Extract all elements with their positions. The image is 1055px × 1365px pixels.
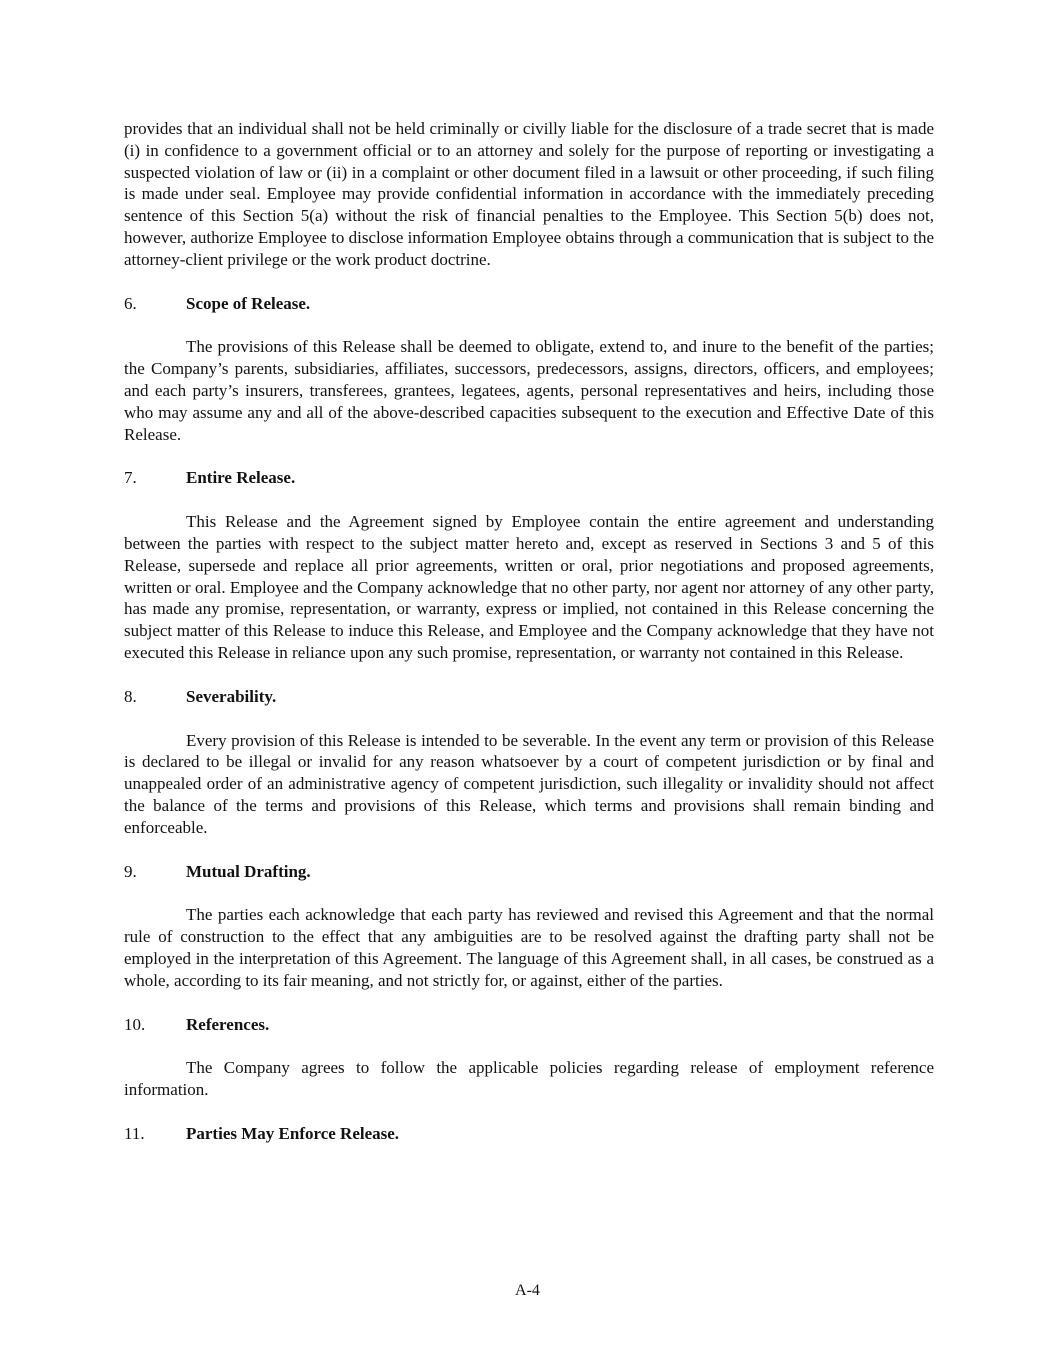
section-9-heading <box>124 861 934 883</box>
section-11-heading <box>124 1123 934 1145</box>
section-6-heading <box>124 293 934 315</box>
section-8-heading <box>124 686 934 708</box>
section-11-title: Parties May Enforce Release. <box>186 1123 400 1143</box>
document-body <box>124 118 934 1145</box>
section-10-title: References. <box>186 1014 270 1034</box>
section-6-number: 6. <box>124 293 137 313</box>
section-9-paragraph: The parties each acknowledge that each party has reviewed and revised this Agreement and that the normal rule of construction to the effect that any ambiguities are to be resolved against the drafting party shall not be employed in the interpretation of this Agreement. The language of this Agreement shall, in all cases, be construed as a whole, according to its fair meaning, and not strictly for, or against, either of the parties. <box>124 905 934 990</box>
section-8-number: 8. <box>124 686 137 706</box>
section-8-paragraph: Every provision of this Release is intended to be severable. In the event any term or provision of this Release is declared to be illegal or invalid for any reason whatsoever by a court of competent jurisdiction or by final and unappealed order of an administrative agency of competent jurisdiction, such illegality or invalidity should not affect the balance of the terms and provisions of this Release, which terms and provisions shall remain binding and enforceable. <box>124 730 934 837</box>
section-7-paragraph: This Release and the Agreement signed by Employee contain the entire agreement and understanding between the parties with respect to the subject matter hereto and, except as reserved in Sections 3 and 5 of this Release, supersede and replace all prior agreements, written or oral, prior negotiations and proposed agreements, written or oral. Employee and the Company acknowledge that no other party, nor agent nor attorney of any other party, has made any promise, representation, or warranty, express or implied, not contained in this Release concerning the subject matter of this Release to induce this Release, and Employee and the Company acknowledge that they have not executed this Release in reliance upon any such promise, representation, or warranty not contained in this Release. <box>124 512 934 662</box>
section-10-heading <box>124 1014 934 1036</box>
section-6-title: Scope of Release. <box>186 293 311 313</box>
section-7-heading <box>124 467 934 489</box>
section-7-number: 7. <box>124 468 137 488</box>
section-11-number: 11. <box>124 1123 145 1143</box>
section-8-title: Severability. <box>186 686 277 706</box>
section-6-paragraph: The provisions of this Release shall be deemed to obligate, extend to, and inure to the benefit of the parties; the Company’s parents, subsidiaries, affiliates, successors, predecessors, assigns, directors, officers, and employees; and each party’s insurers, transferees, grantees, legatees, agents, personal representatives and heirs, including those who may assume any and all of the above-described capacities subsequent to the execution and Effective Date of this Release. <box>124 337 934 444</box>
page-number-footer: A-4 <box>515 1282 540 1299</box>
intro-paragraph: provides that an individual shall not be held criminally or civilly liable for the disclosure of a trade secret that is made (i) in confidence to a government official or to an attorney and solely for the purpose of reporting or investigating a suspected violation of law or (ii) in a complaint or other document filed in a lawsuit or other proceeding, if such filing is made under seal. Employee may provide confidential information in accordance with the immediately preceding sentence of this Section 5(a) without the risk of financial penalties to the Employee. This Section 5(b) does not, however, authorize Employee to disclose information Employee obtains through a communication that is subject to the attorney-client privilege or the work product doctrine. <box>124 119 934 269</box>
section-9-number: 9. <box>124 861 137 881</box>
section-10-number: 10. <box>124 1014 146 1034</box>
section-9-title: Mutual Drafting. <box>186 861 311 881</box>
section-7-title: Entire Release. <box>186 468 296 488</box>
section-10-paragraph: The Company agrees to follow the applicable policies regarding release of employment reference information. <box>124 1058 934 1100</box>
